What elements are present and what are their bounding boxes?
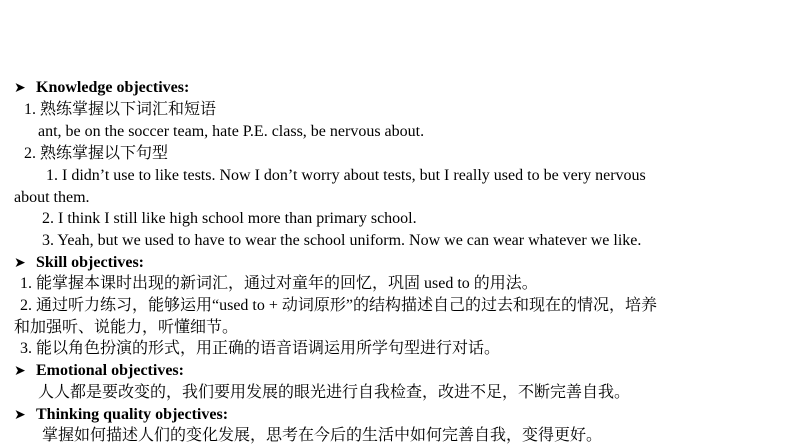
arrow-bullet-icon: ➤ (14, 80, 26, 96)
sentence-1-line-2: about them. (14, 189, 90, 206)
knowledge-heading-row (14, 78, 189, 98)
thinking-text: 掌握如何描述人们的变化发展，思考在今后的生活中如何完善自我，变得更好。 (42, 427, 603, 444)
skill-heading-row (14, 253, 144, 273)
thinking-heading-row (14, 405, 228, 425)
knowledge-item-2: 2. 熟练掌握以下句型 (24, 145, 169, 162)
arrow-bullet-icon: ➤ (14, 255, 26, 271)
thinking-heading: Thinking quality objectives: (36, 406, 229, 423)
knowledge-heading: Knowledge objectives: (36, 79, 190, 96)
sentence-2: 2. I think I still like high school more than primary school. (42, 210, 417, 227)
arrow-bullet-icon: ➤ (14, 363, 26, 379)
skill-item-2-line-1: 2. 通过听力练习，能够运用“used to + 动词原形”的结构描述自己的过去和现在的情况，培养 (20, 297, 658, 314)
skill-heading: Skill objectives: (36, 254, 144, 271)
emotional-text: 人人都是要改变的，我们要用发展的眼光进行自我检查，改进不足，不断完善自我。 (38, 384, 631, 401)
arrow-bullet-icon: ➤ (14, 407, 26, 423)
skill-item-1: 1. 能掌握本课时出现的新词汇，通过对童年的回忆，巩固 used to 的用法。 (20, 275, 538, 292)
skill-item-2-line-2: 和加强听、说能力，听懂细节。 (14, 319, 239, 336)
sentence-1-line-1: 1. I didn’t use to like tests. Now I don’t worry about tests, but I really used to be very nervous (46, 167, 646, 184)
knowledge-item-1: 1. 熟练掌握以下词汇和短语 (24, 101, 217, 118)
knowledge-vocabulary: ant, be on the soccer team, hate P.E. class, be nervous about. (38, 123, 425, 140)
skill-item-3: 3. 能以角色扮演的形式，用正确的语音语调运用所学句型进行对话。 (20, 340, 501, 357)
emotional-heading-row (14, 361, 184, 381)
emotional-heading: Emotional objectives: (36, 362, 184, 379)
sentence-3: 3. Yeah, but we used to have to wear the school uniform. Now we can wear whatever we like. (42, 232, 642, 249)
